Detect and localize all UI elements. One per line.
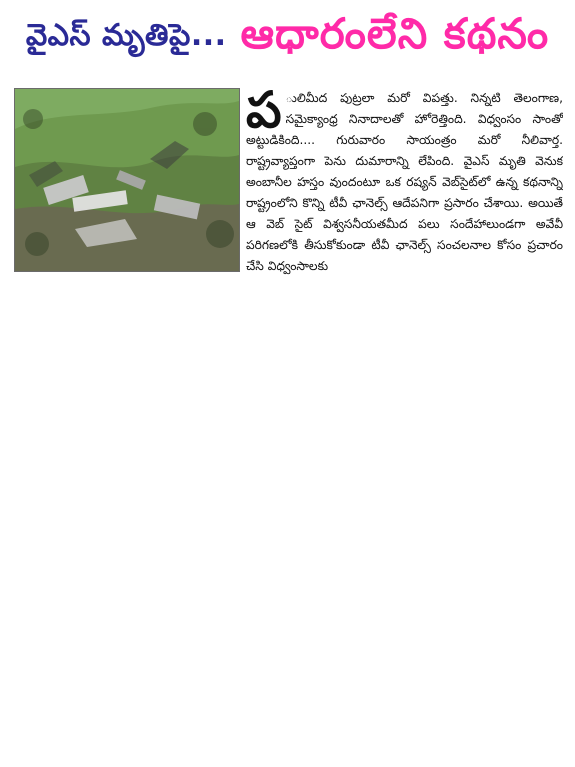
headline [0,0,575,78]
headline-left: వైఎస్ మృతిపై... [25,18,227,53]
photo-spacer [14,88,246,274]
dropcap: ప [246,88,282,139]
paragraph-1: ులిమీద పుట్రలా మరో విపత్తు. నిన్నటి తెలంగాణ, సమైక్యాంధ్ర నినాదాలతో హోరెత్తింది. విధ్వంసం సాంతో అట్టుడికింది.... గురువారం సాయంత్రం మరో నీలివార్త. రాష్ట్రవ్యాప్తంగా పెను దుమారాన్ని లేపింది. వైఎస్ మృతి వెనుక అంబానీల హస్తం వుందంటూ ఒక రష్యన్ వెబ్‌సైట్‌లో ఉన్న కథనాన్ని రాష్ట్రంలోని కొన్ని టీవీ ఛానెల్స్ ఆదేపనిగా ప్రసారం చేశాయి. అయితే ఆ వెబ్ సైట్ విశ్వసనీయతమీద పలు సందేహాలుండగా అవేవీ పరిగణలోకి తీసుకోకుండా టీవీ ఛానెల్స్ సంచలనాల కోసం ప్రచారం చేసి విధ్వంసాలకు [246,91,563,273]
headline-right: ఆధారంలేని కథనం [240,9,550,58]
article [14,88,563,758]
